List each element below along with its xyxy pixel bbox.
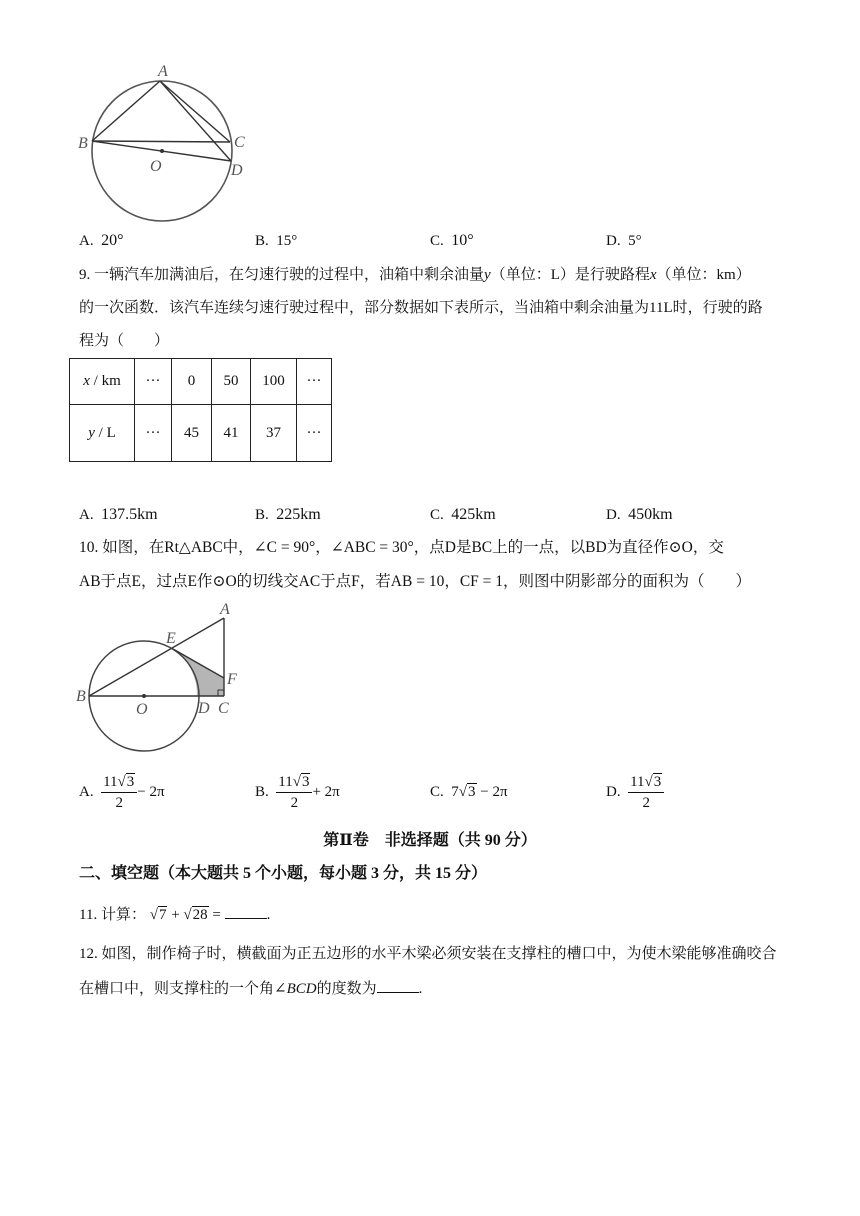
option-value: 15° (276, 233, 298, 249)
option-value: 5° (628, 233, 642, 249)
q8-option-a[interactable] (79, 231, 124, 251)
table-cell: 41 (212, 405, 251, 462)
q8-option-c[interactable] (430, 231, 474, 251)
q8-label-d: D (231, 162, 243, 179)
q10-label-o: O (136, 701, 148, 718)
option-value: 20° (101, 232, 124, 249)
option-letter: C. (430, 233, 444, 249)
q10-label-d: D (198, 700, 210, 717)
q9-option-c[interactable] (430, 505, 496, 525)
q10-stem-line2: AB于点E，过点E作⊙O的切线交AC于点F，若AB = 10，CF = 1，则图中阴影部分的面积为（ ） (79, 573, 752, 590)
q11-expression: √7 + √28 = (149, 907, 221, 923)
q9-unit-x: （单位：km） (656, 267, 751, 283)
table-cell: x / km (70, 359, 135, 405)
q11-prefix: 11. 计算： (79, 907, 146, 923)
q10-label-a: A (220, 601, 230, 618)
q9-unit-y: （单位：L）是行驶路程 (490, 267, 650, 283)
q8-segment-ad (160, 81, 231, 161)
q12-angle: ∠BCD (274, 981, 317, 997)
q12-stem-line2 (79, 978, 422, 999)
option-letter: D. (606, 233, 621, 249)
q11-end: . (266, 907, 271, 923)
q11-answer-blank[interactable] (225, 904, 267, 919)
fraction: $\frac{11√3}{2}$ (628, 772, 664, 813)
table-row (70, 405, 332, 462)
q10-option-b[interactable] (255, 767, 340, 817)
option-letter: C. (430, 507, 444, 523)
q9-stem-line1 (79, 265, 751, 285)
option-letter: B. (255, 233, 269, 249)
table-cell: y / L (70, 405, 135, 462)
q12-text: 在槽口中，则支撑柱的一个角 (79, 981, 275, 997)
q9-stem-line3: 程为（ ） (79, 333, 170, 349)
option-value: 225km (276, 506, 321, 523)
table-cell: 45 (172, 405, 212, 462)
q8-label-b: B (78, 135, 88, 152)
fraction: $\frac{11√3}{2}$ (101, 772, 137, 813)
q10-option-c[interactable] (430, 767, 508, 817)
table-cell: ··· (135, 359, 172, 405)
q8-label-a: A (158, 63, 168, 80)
q8-center-dot (160, 149, 164, 153)
table-cell: 100 (251, 359, 297, 405)
q9-stem-line2: 的一次函数．该汽车连续匀速行驶过程中，部分数据如下表所示，当油箱中剩余油量为11L时，行驶的路 (79, 300, 763, 316)
q9-data-table (69, 358, 332, 462)
table-row (70, 359, 332, 405)
q8-circle-figure (70, 62, 260, 232)
table-cell: ··· (297, 359, 332, 405)
table-cell: 0 (172, 359, 212, 405)
table-cell: ··· (135, 405, 172, 462)
q8-segment-ab (92, 81, 160, 141)
section2-heading: 第Ⅱ卷 非选择题（共 90 分） (323, 832, 537, 849)
q9-option-a[interactable] (79, 505, 158, 525)
q8-option-d[interactable] (606, 231, 642, 251)
q10-label-c: C (218, 700, 229, 717)
option-value: 450km (628, 506, 673, 523)
option-letter: C. (430, 784, 444, 800)
q9-var-x: x (649, 267, 657, 283)
option-letter: B. (255, 784, 269, 800)
q8-segment-bc (92, 141, 230, 142)
q10-option-a[interactable] (79, 767, 165, 817)
q8-label-o: O (150, 158, 162, 175)
q8-label-c: C (234, 134, 245, 151)
section2-subheading: 二、填空题（本大题共 5 个小题，每小题 3 分，共 15 分） (79, 865, 488, 882)
q12-end: . (418, 981, 423, 997)
option-value: 137.5km (101, 506, 158, 523)
q12-stem-line1: 12. 如图，制作椅子时，横截面为正五边形的水平木梁必须安装在支撑柱的槽口中，为使木梁能够准确咬合 (79, 946, 777, 962)
q12-answer-blank[interactable] (377, 978, 419, 993)
q8-option-b[interactable] (255, 231, 297, 251)
q9-var-y: y (484, 267, 491, 283)
option-tail: − 2π (137, 784, 165, 800)
q10-option-d[interactable] (606, 767, 664, 817)
q10-label-b: B (76, 688, 86, 705)
option-letter: A. (79, 507, 94, 523)
option-letter: B. (255, 507, 269, 523)
q10-center-dot (142, 694, 146, 698)
q10-label-e: E (166, 630, 176, 647)
option-letter: D. (606, 507, 621, 523)
q9-option-d[interactable] (606, 505, 673, 525)
option-letter: A. (79, 233, 94, 249)
option-value: 10° (451, 232, 474, 249)
q9-text: 9. 一辆汽车加满油后，在匀速行驶的过程中，油箱中剩余油量 (79, 267, 485, 283)
option-value: 425km (451, 506, 496, 523)
table-cell: ··· (297, 405, 332, 462)
fraction: $\frac{11√3}{2}$ (276, 772, 312, 813)
q9-option-b[interactable] (255, 505, 321, 525)
option-tail: + 2π (312, 784, 340, 800)
table-cell: 37 (251, 405, 297, 462)
option-letter: A. (79, 784, 94, 800)
q10-stem-line1: 10. 如图，在Rt△ABC中，∠C = 90°，∠ABC = 30°，点D是BC上的一点，以BD为直径作⊙O，交 (79, 539, 724, 556)
option-letter: D. (606, 784, 621, 800)
q12-text-post: 的度数为 (316, 981, 377, 997)
q11-stem (79, 904, 270, 925)
q10-label-f: F (227, 671, 237, 688)
option-expression: 7√3 − 2π (451, 784, 508, 800)
table-cell: 50 (212, 359, 251, 405)
q10-figure (70, 598, 260, 760)
